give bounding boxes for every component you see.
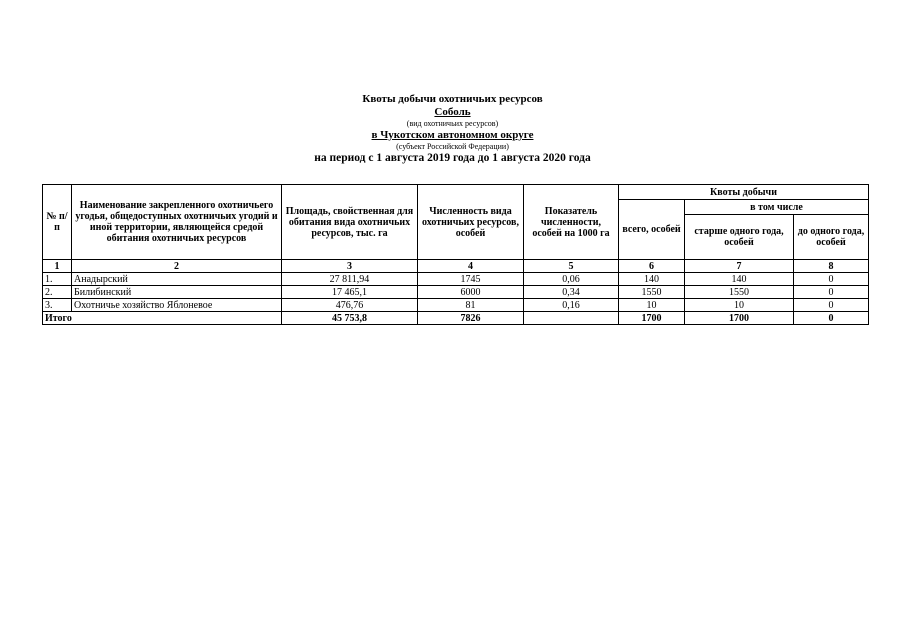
- region-caption: (субъект Российской Федерации): [396, 142, 509, 151]
- column-number: 6: [619, 260, 685, 273]
- column-number: 5: [524, 260, 619, 273]
- row-total: 10: [619, 299, 685, 312]
- totals-population: 7826: [418, 312, 524, 325]
- quota-table: [42, 184, 869, 325]
- row-population: 1745: [418, 273, 524, 286]
- totals-density: [524, 312, 619, 325]
- row-name: Билибинский: [72, 286, 282, 299]
- column-number: 7: [685, 260, 794, 273]
- row-younger: 0: [794, 273, 869, 286]
- table-row: [43, 299, 869, 312]
- column-number: 4: [418, 260, 524, 273]
- column-number-row: [43, 260, 869, 273]
- species-name: Соболь: [434, 106, 471, 118]
- row-density: 0,06: [524, 273, 619, 286]
- row-younger: 0: [794, 286, 869, 299]
- row-older: 1550: [685, 286, 794, 299]
- row-area: 27 811,94: [282, 273, 418, 286]
- document-header: [0, 93, 905, 165]
- row-area: 476,76: [282, 299, 418, 312]
- row-total: 140: [619, 273, 685, 286]
- header-name: Наименование закрепленного охотничьего угодья, общедоступных охотничьих угодий и иной территории, являющейся средой обитания охотничьих ресурсов: [72, 185, 282, 260]
- document-title: Квоты добычи охотничьих ресурсов: [362, 93, 543, 105]
- header-quota-group: Квоты добычи: [619, 185, 869, 200]
- table-row: [43, 273, 869, 286]
- row-num: 2.: [43, 286, 72, 299]
- row-num: 3.: [43, 299, 72, 312]
- header-num: № п/п: [43, 185, 72, 260]
- region-name: в Чукотском автономном округе: [371, 129, 534, 141]
- totals-row: [43, 312, 869, 325]
- header-younger: до одного года, особей: [794, 215, 869, 260]
- row-name: Анадырский: [72, 273, 282, 286]
- row-population: 6000: [418, 286, 524, 299]
- row-older: 140: [685, 273, 794, 286]
- row-density: 0,34: [524, 286, 619, 299]
- column-number: 2: [72, 260, 282, 273]
- totals-younger: 0: [794, 312, 869, 325]
- header-area: Площадь, свойственная для обитания вида охотничьих ресурсов, тыс. га: [282, 185, 418, 260]
- totals-area: 45 753,8: [282, 312, 418, 325]
- column-number: 1: [43, 260, 72, 273]
- row-younger: 0: [794, 299, 869, 312]
- row-area: 17 465,1: [282, 286, 418, 299]
- totals-older: 1700: [685, 312, 794, 325]
- table-row: [43, 286, 869, 299]
- row-num: 1.: [43, 273, 72, 286]
- totals-total: 1700: [619, 312, 685, 325]
- row-name: Охотничье хозяйство Яблоневое: [72, 299, 282, 312]
- header-population: Численность вида охотничьих ресурсов, особей: [418, 185, 524, 260]
- column-number: 8: [794, 260, 869, 273]
- row-density: 0,16: [524, 299, 619, 312]
- header-older: старше одного года, особей: [685, 215, 794, 260]
- header-density: Показатель численности, особей на 1000 га: [524, 185, 619, 260]
- row-population: 81: [418, 299, 524, 312]
- header-total: всего, особей: [619, 200, 685, 260]
- species-caption: (вид охотничьих ресурсов): [406, 119, 499, 128]
- header-including: в том числе: [685, 200, 869, 215]
- period-text: на период с 1 августа 2019 года до 1 августа 2020 года: [314, 152, 591, 164]
- column-number: 3: [282, 260, 418, 273]
- row-total: 1550: [619, 286, 685, 299]
- row-older: 10: [685, 299, 794, 312]
- totals-label: Итого: [43, 312, 282, 325]
